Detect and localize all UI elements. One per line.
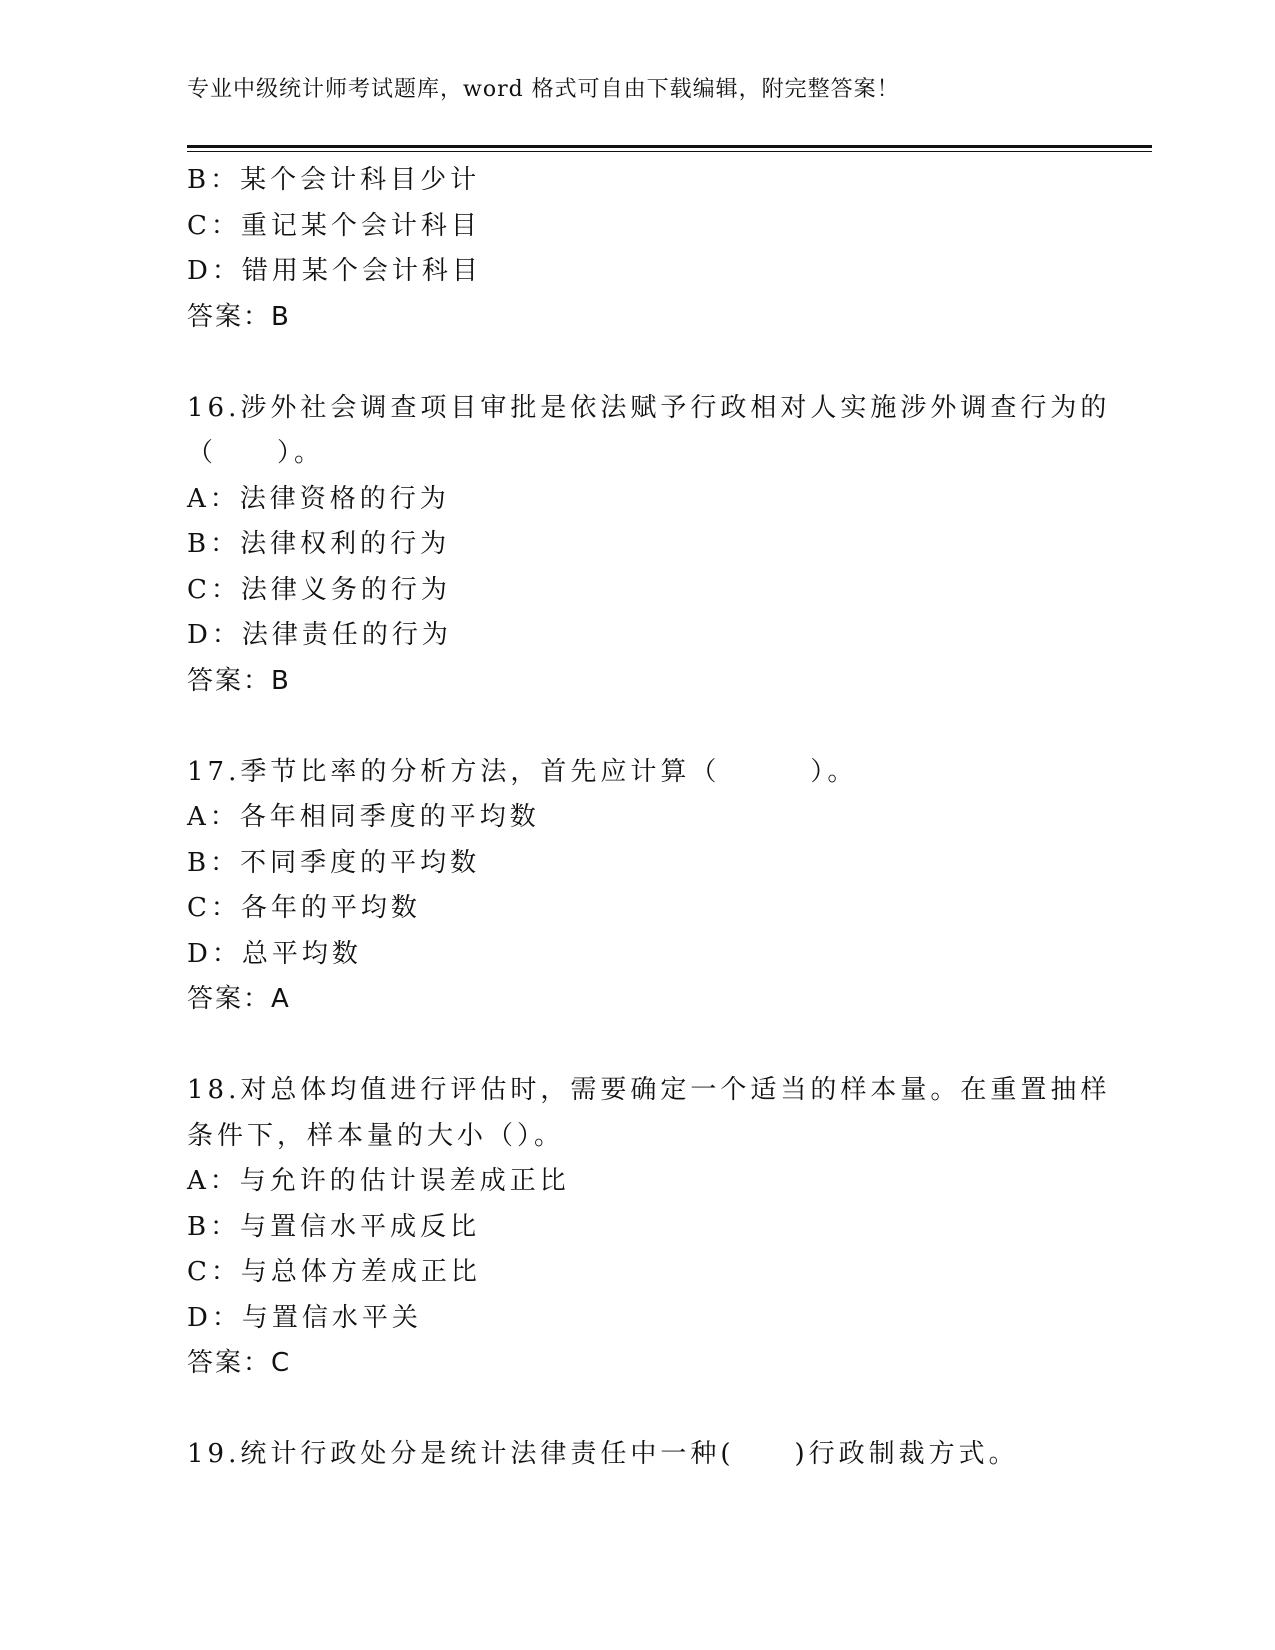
spacer: [187, 1387, 1087, 1433]
header-rule-thick: [187, 145, 1152, 148]
spacer: [187, 704, 1087, 750]
option-d: D：错用某个会计科目: [187, 256, 482, 286]
answer: 答案：B: [187, 665, 291, 696]
option-a: A：各年相同季度的平均数: [187, 802, 540, 832]
option-b: B：法律权利的行为: [187, 529, 451, 559]
question-17: [187, 750, 1087, 1023]
option-a: A：法律资格的行为: [187, 483, 450, 514]
header-rule-thin: [187, 151, 1152, 152]
question-stem: 18.对总体均值进行评估时，需要确定一个适当的样本量。在重置抽样: [187, 1075, 1111, 1105]
page-header: 专业中级统计师考试题库，word 格式可自由下载编辑，附完整答案！: [187, 77, 900, 102]
option-b: B：某个会计科目少计: [187, 165, 481, 195]
option-d: D：法律责任的行为: [187, 620, 452, 650]
option-a: A：与允许的估计误差成正比: [187, 1166, 570, 1196]
option-c: C：法律义务的行为: [187, 574, 451, 605]
answer: 答案：B: [187, 301, 291, 332]
question-19: [187, 1432, 1087, 1478]
option-c: C：重记某个会计科目: [187, 210, 481, 241]
question-stem: 19.统计行政处分是统计法律责任中一种( )行政制裁方式。: [187, 1439, 1019, 1469]
question-16: [187, 386, 1111, 705]
document-body: [187, 158, 1111, 1478]
question-stem-continued: （ ）。: [187, 438, 325, 468]
answer: 答案：C: [187, 1348, 292, 1378]
spacer: [187, 340, 1087, 386]
question-15: [187, 158, 1087, 340]
option-b: B：不同季度的平均数: [187, 847, 481, 878]
option-d: D：与置信水平关: [187, 1302, 422, 1333]
question-18: [187, 1068, 1111, 1387]
option-b: B：与置信水平成反比: [187, 1211, 481, 1242]
question-stem-continued: 条件下，样本量的大小（）。: [187, 1120, 565, 1151]
option-c: C：各年的平均数: [187, 893, 421, 923]
answer: 答案：A: [187, 984, 291, 1014]
question-stem: 17.季节比率的分析方法，首先应计算（ ）。: [187, 756, 858, 787]
question-stem: 16.涉外社会调查项目审批是依法赋予行政相对人实施涉外调查行为的: [187, 392, 1111, 423]
option-c: C：与总体方差成正比: [187, 1257, 481, 1287]
option-d: D：总平均数: [187, 938, 362, 969]
spacer: [187, 1023, 1087, 1069]
